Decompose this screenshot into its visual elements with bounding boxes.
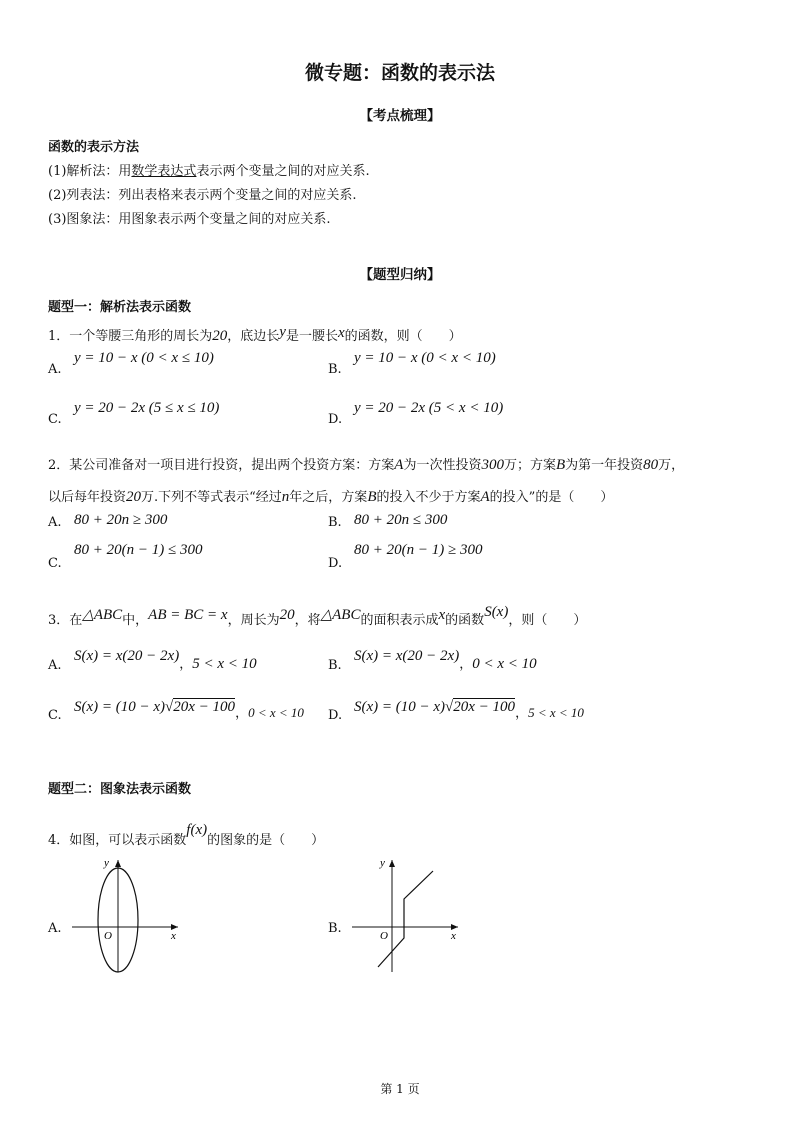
question-2-stem-line-1 (48, 454, 684, 474)
q2-num-20: 20 (126, 489, 142, 505)
question-3-stem (48, 604, 586, 628)
q3-option-c (74, 696, 304, 721)
q3-option-a-label: A. (48, 658, 62, 673)
q2-option-b: 80 + 20n ≤ 300 (354, 512, 448, 528)
page-title: 微专题：函数的表示法 (304, 62, 495, 84)
question-type-1-heading: 题型一：解析法表示函数 (48, 300, 192, 315)
q3-text-d: ，将 (294, 613, 321, 628)
q1-option-a: y = 10 − x (0 < x ≤ 10) (74, 350, 214, 366)
q2-text-i: 的投入不少于方案 (376, 490, 481, 505)
q3-b-expression: S(x) = x(20 − 2x) (354, 648, 460, 664)
q4-graph-b (340, 850, 470, 980)
q2-option-c-label: C. (48, 556, 62, 571)
key-point-1-prefix: (1)解析法：用 (48, 164, 132, 179)
q2-text-g: 万.下列不等式表示“经过 (141, 490, 282, 505)
page-footer: 第 1 页 (380, 1082, 420, 1096)
q4-a-y-label: y (104, 857, 109, 869)
q1-option-d-label: D. (328, 412, 343, 427)
q2-text-c: 万；方案 (503, 458, 556, 473)
q2-text-d: 为第一年投资 (565, 458, 644, 473)
q3-d-comma: ， (515, 706, 529, 721)
key-point-1 (48, 160, 370, 179)
q1-text-d: 的函数，则（ ） (344, 329, 462, 344)
q4-text-b: 的图象的是（ ） (207, 833, 325, 848)
q3-option-a (74, 645, 257, 673)
q3-c-comma: ， (235, 706, 249, 721)
q3-function-s: S(x) (484, 604, 509, 620)
q4-b-origin-label: O (380, 930, 388, 942)
q4-b-y-arrow (389, 860, 395, 867)
key-point-1-suffix: 表示两个变量之间的对应关系. (196, 164, 370, 179)
q1-option-b: y = 10 − x (0 < x < 10) (354, 350, 496, 366)
q3-text-a: 3．在 (48, 613, 83, 628)
question-1-stem (48, 324, 462, 345)
q1-var-x: x (337, 325, 345, 341)
q2-plan-a: A (394, 457, 404, 473)
q1-text-a: 1．一个等腰三角形的周长为 (48, 329, 213, 344)
q3-text-e: 的面积表示成 (360, 613, 439, 628)
q2-option-c: 80 + 20(n − 1) ≤ 300 (74, 542, 203, 558)
q2-text-b: 为一次性投资 (403, 458, 482, 473)
q4-a-origin-label: O (104, 930, 112, 942)
q3-option-b-label: B. (328, 658, 342, 673)
q2-text-e: 万， (658, 458, 685, 473)
q3-var-x: x (438, 607, 446, 623)
q4-option-b-label: B. (328, 921, 342, 936)
q2-text-h: 年之后，方案 (289, 490, 368, 505)
q4-text-a: 4．如图，可以表示函数 (48, 833, 187, 848)
q1-var-y: y (279, 324, 286, 340)
q3-text-c: ，周长为 (227, 613, 280, 628)
q3-equation: AB = BC = x (148, 607, 228, 623)
q3-d-sqrt-sign: √ (445, 699, 454, 715)
q1-text-b: ，底边长 (227, 329, 280, 344)
q3-a-expression: S(x) = x(20 − 2x) (74, 648, 180, 664)
q1-option-d: y = 20 − 2x (5 < x < 10) (354, 400, 504, 416)
q2-option-b-label: B. (328, 515, 342, 530)
q4-function-f: f(x) (186, 822, 208, 838)
q2-plan-a-2: A (480, 489, 490, 505)
section-heading-question-types: 【题型归纳】 (359, 267, 441, 283)
q3-c-domain: 0 < x < 10 (248, 705, 304, 720)
q4-graph-a (60, 850, 190, 980)
key-point-2: (2)列表法：列出表格来表示两个变量之间的对应关系. (48, 188, 357, 203)
key-point-1-underlined: 数学表达式 (131, 164, 197, 179)
key-point-3: (3)图象法：用图象表示两个变量之间的对应关系. (48, 212, 331, 227)
question-2-stem-line-2 (48, 486, 613, 506)
q3-text-g: ，则（ ） (508, 613, 587, 628)
q3-triangle: △ABC (82, 607, 123, 623)
q4-b-y-label: y (380, 857, 385, 869)
q3-text-b: 中， (122, 613, 149, 628)
q3-text-f: 的函数 (445, 613, 485, 628)
q3-option-d (354, 696, 584, 721)
q2-plan-b: B (555, 457, 566, 473)
q3-d-expression: S(x) = (10 − x) (354, 699, 446, 715)
q2-var-n: n (281, 489, 290, 505)
q3-num-20: 20 (279, 607, 295, 623)
q3-option-b (354, 645, 537, 673)
q1-option-c: y = 20 − 2x (5 ≤ x ≤ 10) (74, 400, 220, 416)
q1-option-b-label: B. (328, 362, 342, 377)
q2-option-a-label: A. (48, 515, 62, 530)
q4-option-a-label: A. (48, 921, 62, 936)
q3-c-expression: S(x) = (10 − x) (74, 699, 166, 715)
question-4-stem (48, 822, 324, 848)
q1-text-c: 是一腰长 (285, 329, 338, 344)
q3-b-comma: ， (459, 657, 473, 672)
q4-b-x-label: x (451, 930, 456, 942)
q4-a-y-arrow (115, 860, 121, 867)
q3-d-radicand: 20x − 100 (453, 699, 516, 715)
q2-text-f: 以后每年投资 (48, 490, 127, 505)
q2-num-300: 300 (481, 457, 504, 473)
q2-num-80: 80 (643, 457, 659, 473)
section-heading-key-points: 【考点梳理】 (359, 108, 441, 124)
q1-num-20: 20 (212, 328, 228, 344)
key-points-heading: 函数的表示方法 (48, 140, 140, 155)
q2-option-d-label: D. (328, 556, 343, 571)
q3-c-radicand: 20x − 100 (173, 699, 236, 715)
question-type-2-heading: 题型二：图象法表示函数 (48, 782, 192, 797)
q3-triangle-2: △ABC (320, 607, 361, 623)
q2-text-j: 的投入”的是（ ） (489, 490, 614, 505)
q3-c-sqrt-sign: √ (165, 699, 174, 715)
q2-option-d: 80 + 20(n − 1) ≥ 300 (354, 542, 483, 558)
q3-option-d-label: D. (328, 708, 343, 723)
q4-b-piecewise-curve (378, 871, 433, 967)
q2-plan-b-2: B (367, 489, 377, 505)
q3-a-comma: ， (179, 657, 193, 672)
q4-a-x-label: x (171, 930, 176, 942)
q1-option-c-label: C. (48, 412, 62, 427)
q3-b-domain: 0 < x < 10 (472, 656, 537, 672)
q2-option-a: 80 + 20n ≥ 300 (74, 512, 168, 528)
q3-option-c-label: C. (48, 708, 62, 723)
q2-text-a: 2．某公司准备对一项目进行投资，提出两个投资方案：方案 (48, 458, 395, 473)
q3-d-domain: 5 < x < 10 (528, 705, 584, 720)
q3-a-domain: 5 < x < 10 (192, 656, 257, 672)
q1-option-a-label: A. (48, 362, 62, 377)
